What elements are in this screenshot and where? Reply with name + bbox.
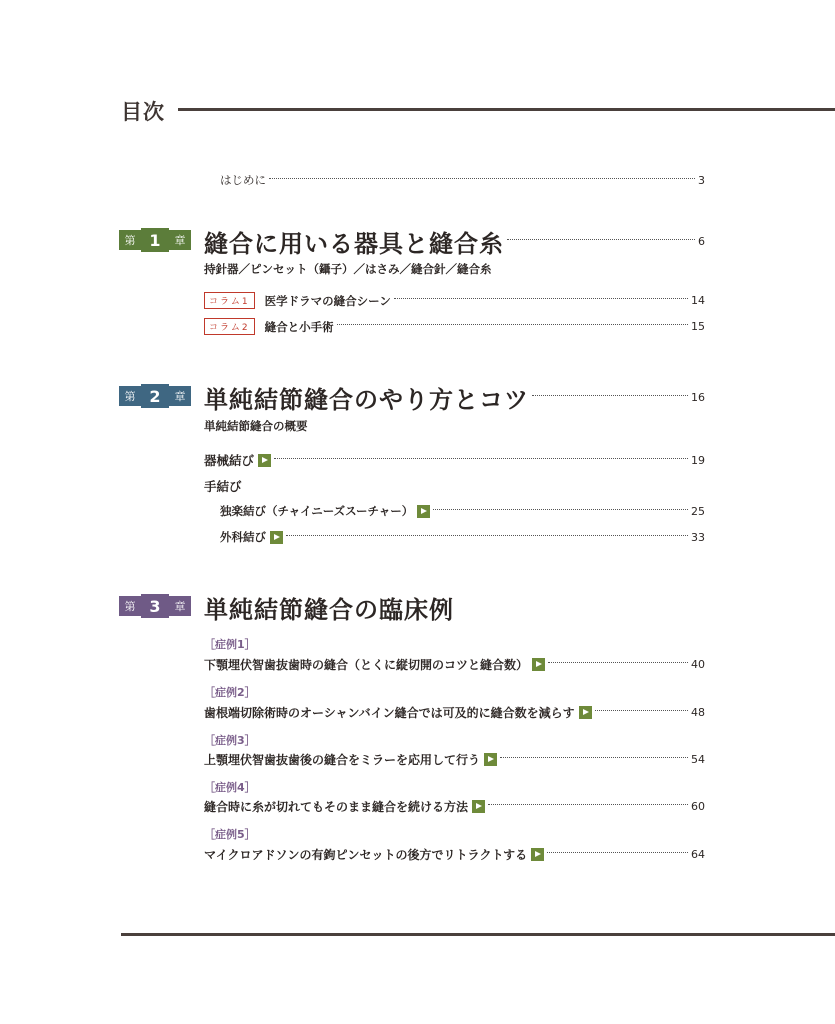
chapter-badge-prefix: 第 — [119, 386, 141, 406]
toc-entry-label: 外科結び — [220, 530, 266, 544]
video-play-icon — [417, 505, 430, 518]
column-tag: コラム1 — [204, 292, 255, 309]
toc-entry-label: マイクロアドソンの有鉤ピンセットの後方でリトラクトする — [204, 848, 528, 862]
page-number: 48 — [691, 706, 705, 719]
chapter-title: 縫合に用いる器具と縫合糸 — [204, 229, 504, 258]
dot-leader — [337, 324, 688, 325]
page-number: 3 — [698, 173, 705, 187]
toc-entry-case-1[interactable] — [204, 656, 705, 673]
toc-entry-label: 縫合と小手術 — [264, 319, 334, 334]
toc-entry-case-5[interactable] — [204, 846, 705, 863]
chapter-badge-prefix: 第 — [119, 230, 141, 250]
toc-entry-label: 歯根端切除術時のオーシャンバイン縫合では可及的に縫合数を減らす — [204, 706, 575, 720]
dot-leader — [500, 757, 688, 758]
page-number: 14 — [691, 294, 705, 307]
video-play-icon — [484, 753, 497, 766]
toc-entry-label: 独楽結び（チャイニーズスーチャー） — [220, 504, 414, 518]
page-number: 60 — [691, 800, 705, 813]
toc-entry-label: 器械結び — [204, 453, 255, 468]
video-play-icon — [472, 800, 485, 813]
page-number: 19 — [691, 453, 705, 467]
dot-leader — [488, 804, 688, 805]
toc-entry-koma[interactable] — [220, 503, 705, 519]
page-number: 6 — [698, 235, 705, 248]
page-number: 33 — [691, 530, 705, 544]
dot-leader — [394, 298, 688, 299]
toc-entry-intro[interactable] — [220, 172, 705, 188]
toc-entry-column-1[interactable] — [204, 292, 705, 309]
chapter-badge-prefix: 第 — [119, 596, 141, 616]
page-number: 16 — [691, 391, 705, 404]
chapter-badge-suffix: 章 — [169, 230, 191, 250]
dot-leader — [433, 509, 688, 510]
chapter-badge-3 — [119, 594, 191, 618]
chapter-badge-number: 3 — [141, 594, 169, 618]
dot-leader — [269, 178, 695, 179]
footer-rule — [121, 933, 835, 936]
case-tag: ［症例5］ — [204, 828, 256, 841]
chapter-badge-2 — [119, 384, 191, 408]
toc-title: 目次 — [121, 100, 165, 124]
chapter-badge-suffix: 章 — [169, 386, 191, 406]
page-number: 25 — [691, 504, 705, 518]
chapter-badge-1 — [119, 228, 191, 252]
video-play-icon — [579, 706, 592, 719]
video-play-icon — [258, 454, 271, 467]
toc-entry-label: 下顎埋伏智歯抜歯時の縫合（とくに縦切開のコツと縫合数） — [204, 658, 529, 672]
toc-entry-label: はじめに — [220, 173, 266, 187]
chapter-subtitle: 持針器／ピンセット（鑷子）／はさみ／縫合針／縫合糸 — [204, 262, 492, 276]
dot-leader — [595, 710, 688, 711]
toc-entry-case-3[interactable] — [204, 751, 705, 768]
chapter-subtitle: 単純結節縫合の概要 — [204, 419, 308, 433]
dot-leader — [286, 535, 688, 536]
dot-leader — [274, 458, 688, 459]
chapter-badge-number: 1 — [141, 228, 169, 252]
chapter-heading-2[interactable] — [204, 380, 705, 415]
chapter-badge-suffix: 章 — [169, 596, 191, 616]
header-rule — [178, 108, 835, 111]
toc-entry-geka[interactable] — [220, 529, 705, 545]
page-number: 40 — [691, 658, 705, 671]
case-tag: ［症例2］ — [204, 686, 256, 699]
toc-entry-label: 縫合時に糸が切れてもそのまま縫合を続ける方法 — [204, 800, 469, 814]
page-number: 15 — [691, 320, 705, 333]
dot-leader — [547, 852, 688, 853]
video-play-icon — [270, 531, 283, 544]
chapter-badge-number: 2 — [141, 384, 169, 408]
toc-entry-label: 医学ドラマの縫合シーン — [264, 293, 391, 308]
video-play-icon — [532, 658, 545, 671]
chapter-title: 単純結節縫合のやり方とコツ — [204, 385, 529, 414]
column-tag: コラム2 — [204, 318, 255, 335]
toc-entry-label: 上顎埋伏智歯抜歯後の縫合をミラーを応用して行う — [204, 753, 481, 767]
toc-entry-case-2[interactable] — [204, 704, 705, 721]
chapter-heading-1[interactable] — [204, 224, 705, 259]
dot-leader — [507, 239, 695, 240]
toc-entry-case-4[interactable] — [204, 798, 705, 815]
toc-group-label: 手結び — [204, 479, 242, 494]
page-number: 64 — [691, 848, 705, 861]
case-tag: ［症例3］ — [204, 734, 256, 747]
case-tag: ［症例4］ — [204, 781, 256, 794]
dot-leader — [532, 395, 688, 396]
toc-entry-kikai[interactable] — [204, 451, 705, 469]
video-play-icon — [531, 848, 544, 861]
chapter-heading-3[interactable]: 単純結節縫合の臨床例 — [204, 595, 454, 624]
dot-leader — [548, 662, 688, 663]
toc-entry-column-2[interactable] — [204, 318, 705, 335]
case-tag: ［症例1］ — [204, 638, 256, 651]
page-number: 54 — [691, 753, 705, 766]
